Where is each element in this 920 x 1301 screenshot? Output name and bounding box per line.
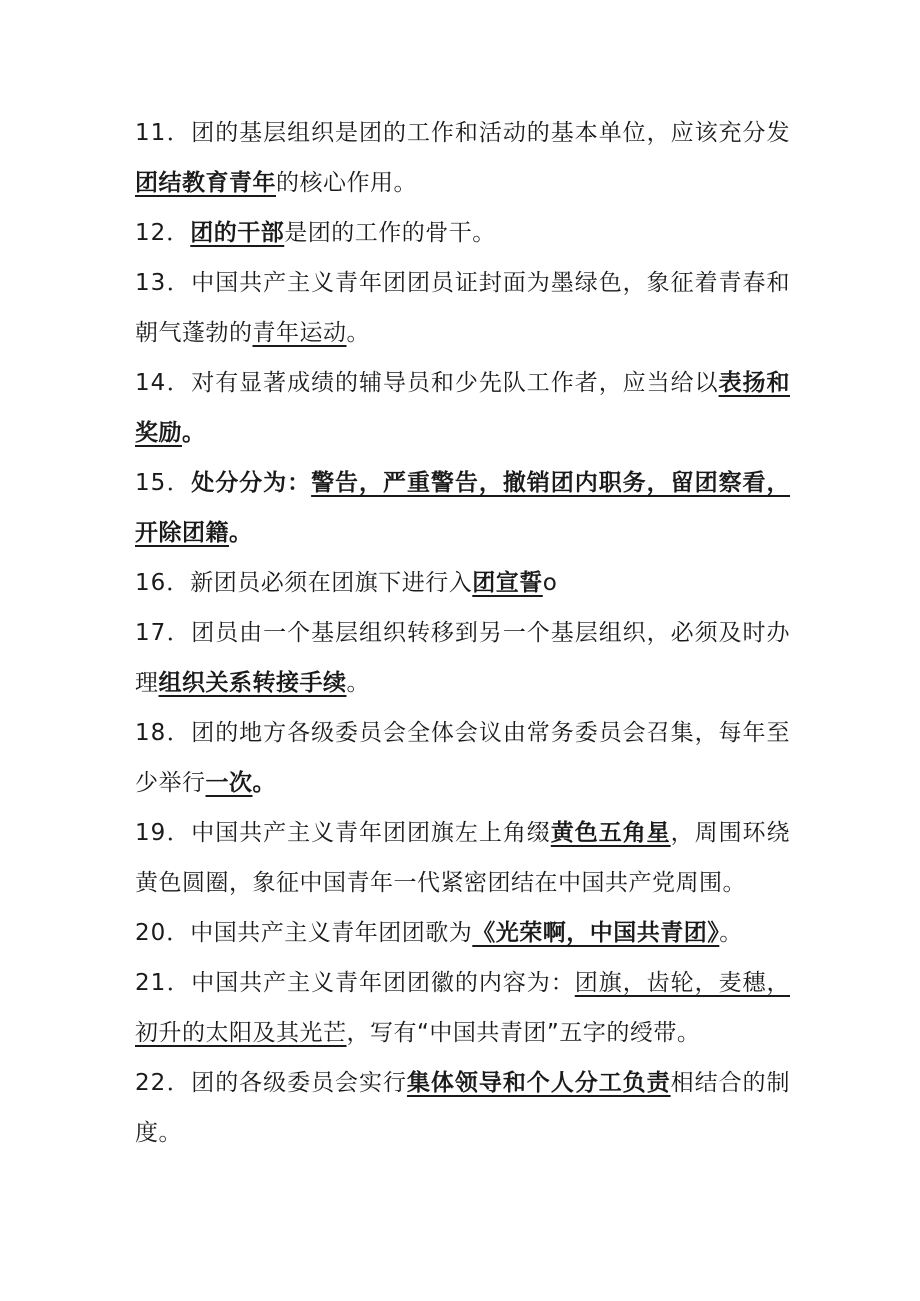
question-item-14 xyxy=(135,358,790,458)
item-number: 21． xyxy=(135,970,192,996)
item-number: 19． xyxy=(135,820,192,846)
item-answer: 团结教育青年 xyxy=(135,170,276,196)
item-answer: 警告，严重警告，撤销团内职务，留团察看，开除团籍 xyxy=(135,470,791,546)
item-text: 团的地方各级委员会全体会议由常务委员会召集，每年至少举行 xyxy=(135,720,790,796)
item-answer: 团的干部 xyxy=(190,220,285,246)
item-text-after: 。 xyxy=(346,670,370,696)
question-item-16 xyxy=(135,558,790,608)
item-text: 新团员必须在团旗下进行入 xyxy=(190,570,473,596)
item-text: 中国共产主义青年团团歌为 xyxy=(190,920,473,946)
question-item-18 xyxy=(135,708,790,808)
item-text-after: 。 xyxy=(346,320,370,346)
item-text: 团员由一个基层组织转移到另一个基层组织，必须及时办理 xyxy=(135,620,790,696)
question-item-19 xyxy=(135,808,790,908)
item-text-after: 。 xyxy=(252,770,276,796)
item-number: 16． xyxy=(135,570,191,596)
item-number: 11． xyxy=(135,120,192,146)
item-text-after: 。 xyxy=(719,920,743,946)
question-item-13 xyxy=(135,258,790,358)
item-text: 中国共产主义青年团团旗左上角缀 xyxy=(191,820,551,846)
item-answer: 组织关系转接手续 xyxy=(158,670,347,696)
item-text: 团的各级委员会实行 xyxy=(191,1070,407,1096)
item-number: 12． xyxy=(135,220,191,246)
item-answer: 黄色五角星 xyxy=(550,820,671,846)
question-item-12 xyxy=(135,208,790,258)
item-number: 20． xyxy=(135,920,191,946)
question-item-22 xyxy=(135,1058,790,1158)
item-answer: 团宣誓 xyxy=(472,570,543,596)
item-number: 13． xyxy=(135,270,192,296)
item-text-after: o xyxy=(542,570,558,596)
item-text: 中国共产主义青年团团员证封面为墨绿色，象征着青春和朝气蓬勃的 xyxy=(135,270,790,346)
item-number: 15． xyxy=(135,470,192,496)
question-item-17 xyxy=(135,608,790,708)
item-text: 团的基层组织是团的工作和活动的基本单位，应该充分发 xyxy=(191,120,790,146)
item-number: 22． xyxy=(135,1070,192,1096)
item-text-after: ，写有“中国共青团”五字的绶带。 xyxy=(346,1020,701,1046)
question-item-11 xyxy=(135,108,790,208)
item-number: 18． xyxy=(135,720,192,746)
item-text-after: 。 xyxy=(182,420,206,446)
item-answer: 团旗，齿轮，麦穗，初升的太阳及其光芒 xyxy=(135,970,791,1046)
item-answer: 青年运动 xyxy=(252,320,347,346)
item-text-after: 是团的工作的骨干。 xyxy=(284,220,496,246)
item-text-after: ，周围环绕黄色圆圈，象征中国青年一代紧密团结在中国共产党周围。 xyxy=(135,820,791,896)
document-body xyxy=(135,108,790,1158)
question-item-21 xyxy=(135,958,790,1058)
item-number: 14． xyxy=(135,370,192,396)
item-answer: 《光荣啊，中国共青团》 xyxy=(472,920,720,946)
question-item-20 xyxy=(135,908,790,958)
item-answer: 表扬和奖励 xyxy=(135,370,791,446)
item-text-after: 。 xyxy=(229,520,253,546)
item-text: 处分分为： xyxy=(191,470,312,496)
item-text-after: 的核心作用。 xyxy=(276,170,417,196)
question-item-15 xyxy=(135,458,790,558)
item-text: 中国共产主义青年团团徽的内容为： xyxy=(191,970,575,996)
item-answer: 一次 xyxy=(205,770,253,796)
item-answer: 集体领导和个人分工负责 xyxy=(406,1070,671,1096)
item-text: 对有显著成绩的辅导员和少先队工作者，应当给以 xyxy=(191,370,719,396)
item-number: 17． xyxy=(135,620,192,646)
item-text-after: 相结合的制度。 xyxy=(135,1070,791,1146)
